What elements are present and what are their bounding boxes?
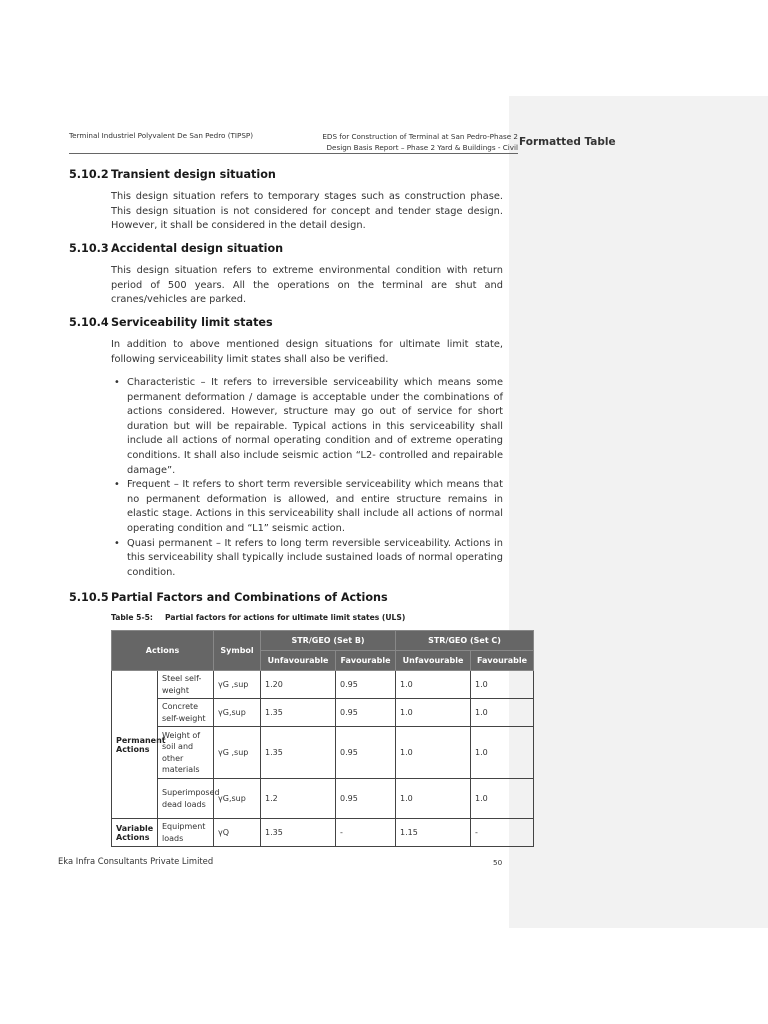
sub-action: Weight of soil and other materials [158, 727, 214, 779]
section-heading-accidental [69, 242, 283, 255]
sub-action: Steel self-weight [158, 671, 214, 699]
sub-action: Equipment loads [158, 819, 214, 847]
footer-page-number: 50 [493, 858, 503, 867]
symbol-cell: γG,sup [214, 699, 261, 727]
bullet-quasi-permanent: • Quasi permanent – It refers to long term reversible serviceability. Actions in this serviceability shall typically include sustained loads of normal operating condition. [111, 537, 503, 581]
section-title: Partial Factors and Combinations of Actions [111, 591, 388, 604]
value-cell: 1.0 [396, 699, 471, 727]
footer-company: Eka Infra Consultants Private Limited [58, 856, 214, 866]
section-number: 5.10.4 [69, 316, 109, 329]
value-cell: 1.35 [261, 819, 336, 847]
header-set-b: STR/GEO (Set B) [261, 631, 396, 651]
header-right-line2: Design Basis Report – Phase 2 Yard & Buildings - Civil [326, 143, 518, 152]
symbol-cell: γQ [214, 819, 261, 847]
serviceability-bullet-list [111, 376, 503, 580]
table-row [112, 699, 534, 727]
header-rule [69, 153, 518, 154]
section-heading-transient [69, 168, 276, 181]
value-cell: - [336, 819, 396, 847]
section-number: 5.10.5 [69, 591, 109, 604]
symbol-cell: γG ,sup [214, 727, 261, 779]
table-caption-label: Table 5-5: [111, 613, 153, 622]
header-set-c: STR/GEO (Set C) [396, 631, 534, 651]
value-cell: 1.0 [471, 699, 534, 727]
sub-action: Superimposed dead loads [158, 779, 214, 819]
table-row [112, 819, 534, 847]
section-heading-partial-factors [69, 591, 388, 604]
value-cell: 1.0 [471, 727, 534, 779]
paragraph-serviceability: In addition to above mentioned design situations for ultimate limit state, following serviceability limit states shall also be verified. [111, 339, 503, 365]
table-header-row [112, 631, 534, 651]
header-right-line1: EDS for Construction of Terminal at San Pedro-Phase 2 [322, 132, 518, 141]
section-number: 5.10.2 [69, 168, 109, 181]
group-variable-actions: Variable Actions [112, 819, 158, 847]
table-caption-text: Partial factors for actions for ultimate limit states (ULS) [165, 613, 406, 622]
value-cell: 0.95 [336, 779, 396, 819]
table-row [112, 779, 534, 819]
value-cell: 0.95 [336, 671, 396, 699]
value-cell: 1.2 [261, 779, 336, 819]
section-number: 5.10.3 [69, 242, 109, 255]
sub-action: Concrete self-weight [158, 699, 214, 727]
partial-factors-table [111, 630, 534, 847]
value-cell: 0.95 [336, 727, 396, 779]
value-cell: 1.15 [396, 819, 471, 847]
section-title: Transient design situation [111, 168, 276, 181]
value-cell: 1.20 [261, 671, 336, 699]
value-cell: 1.0 [471, 671, 534, 699]
value-cell: 1.35 [261, 699, 336, 727]
bullet-characteristic: • Characteristic – It refers to irreversible serviceability which means some permanent deformation / damage is acceptable under the combinations of actions considered. However, structure may go out of service for short duration but will be repairable. Typical actions in this serviceability shall include all actions of normal operating condition and of extreme operating conditions. It shall also include seismic action “L2- controlled and repairable damage”. [111, 376, 503, 478]
header-unfavourable-c: Unfavourable [396, 651, 471, 671]
symbol-cell: γG,sup [214, 779, 261, 819]
value-cell: 1.0 [396, 779, 471, 819]
value-cell: 1.0 [471, 779, 534, 819]
value-cell: 1.35 [261, 727, 336, 779]
group-permanent-actions: Permanent Actions [112, 671, 158, 819]
section-heading-serviceability [69, 316, 273, 329]
value-cell: 1.0 [396, 671, 471, 699]
table-row [112, 727, 534, 779]
table-caption [111, 613, 405, 622]
header-unfavourable-b: Unfavourable [261, 651, 336, 671]
section-title: Accidental design situation [111, 242, 284, 255]
header-favourable-b: Favourable [336, 651, 396, 671]
header-favourable-c: Favourable [471, 651, 534, 671]
header-left: Terminal Industriel Polyvalent De San Pedro (TIPSP) [69, 131, 254, 140]
paragraph-accidental: This design situation refers to extreme environmental condition with return period of 500 years. All the operations on the terminal are shut and cranes/vehicles are parked. [111, 265, 503, 306]
bullet-frequent: • Frequent – It refers to short term reversible serviceability which means that no permanent deformation is allowed, and entire structure remains in elastic stage. Actions in this serviceability shall include all actions of normal operating condition and “L1” seismic action. [111, 478, 503, 536]
comment-pane-title: Formatted Table [519, 136, 616, 148]
value-cell: 1.0 [396, 727, 471, 779]
table-row [112, 671, 534, 699]
value-cell: 0.95 [336, 699, 396, 727]
header-right [322, 131, 518, 153]
paragraph-transient: This design situation refers to temporary stages such as construction phase. This design situation is not considered for concept and tender stage design. However, it shall be considered in the detail design. [111, 191, 503, 232]
comment-pane [509, 96, 768, 928]
symbol-cell: γG ,sup [214, 671, 261, 699]
section-title: Serviceability limit states [111, 316, 273, 329]
header-symbol: Symbol [214, 631, 261, 671]
value-cell: - [471, 819, 534, 847]
header-actions: Actions [112, 631, 214, 671]
